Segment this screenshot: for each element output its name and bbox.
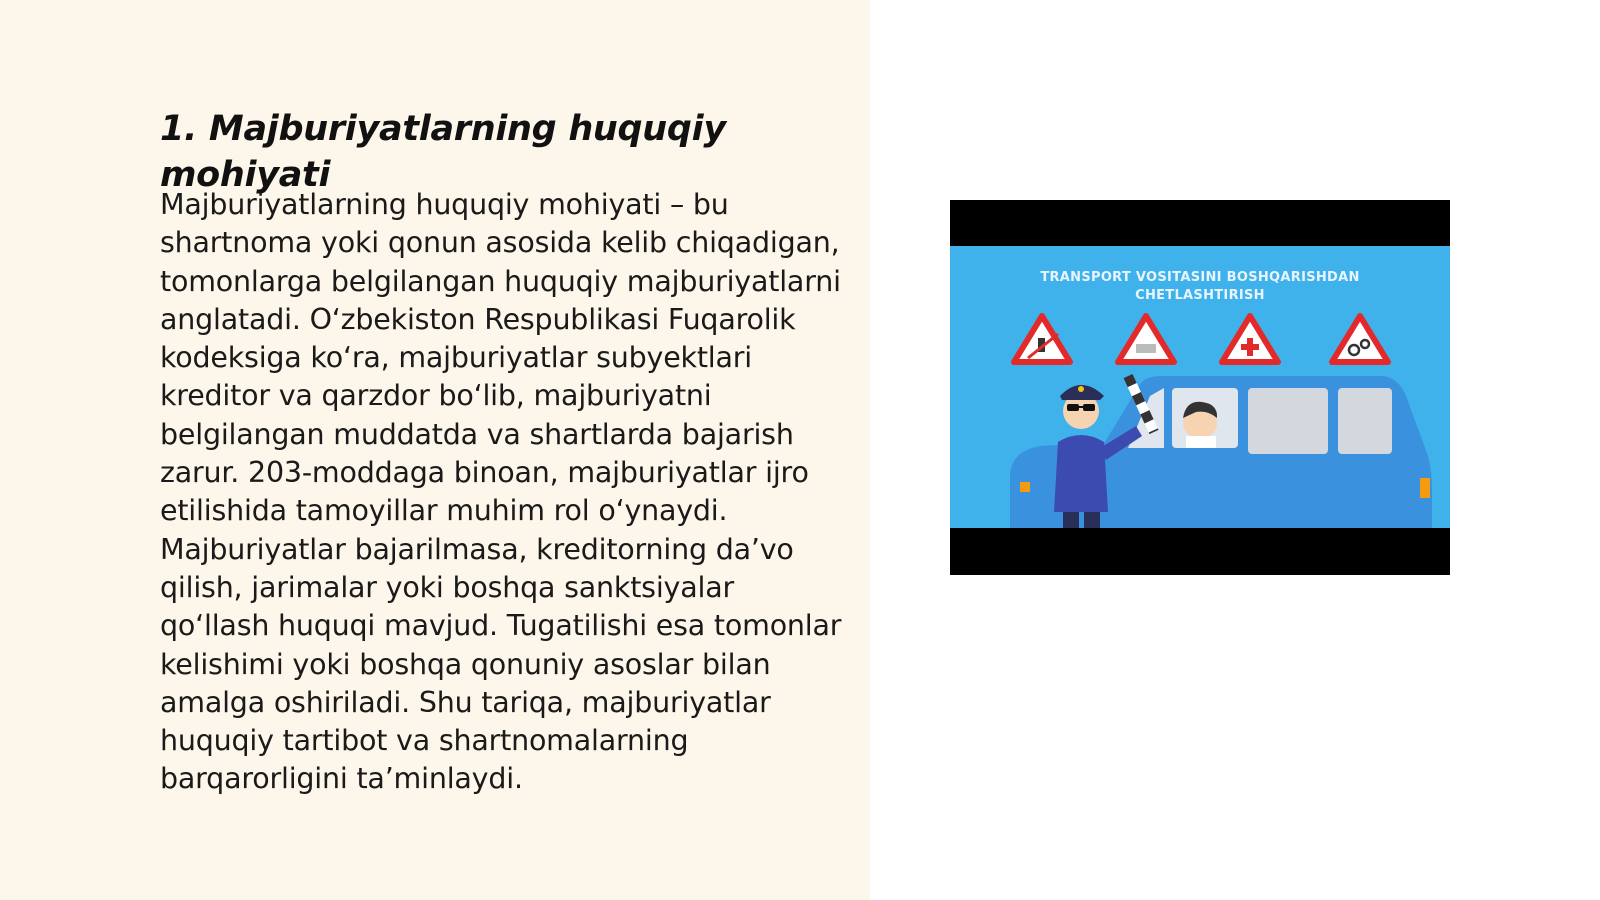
slide-body-text: Majburiyatlarning huquqiy mohiyati – bu shartnoma yoki qonun asosida kelib chiqadigan, tomonlarga belgilangan huquqiy majburiyatlarni anglatadi. O‘zbekiston Respublikasi Fuqarolik kodeksiga ko‘ra, majburiyatlar subyektlari kreditor va qarzdor bo‘lib, majburiyatni belgilangan muddatda va shartlarda bajarish zarur. 203-moddaga binoan, majburiyatlar ijro etilishida tamoyillar muhim rol o‘ynaydi. Majburiyatlar bajarilmasa, kreditorning da’vo qilish, jarimalar yoki boshqa sanktsiyalar qo‘llash huquqi mavjud. Tugatilishi esa tomonlar kelishimi yoki boshqa qonuniy asoslar bilan amalga oshiriladi. Shu tariqa, majburiyatlar huquqiy tartibot va shartnomalarning barqarorligini ta’minlaydi. (160, 188, 842, 796)
slide-title: 1. Majburiyatlarning huquqiy mohiyati (160, 109, 726, 195)
video-frame-illustration (950, 246, 1450, 528)
video-thumbnail[interactable] (950, 200, 1450, 575)
video-caption-line-2: CHETLASHTIRISH (1135, 288, 1265, 303)
video-caption-line-1: TRANSPORT VOSITASINI BOSHQARISHDAN (1040, 270, 1360, 285)
